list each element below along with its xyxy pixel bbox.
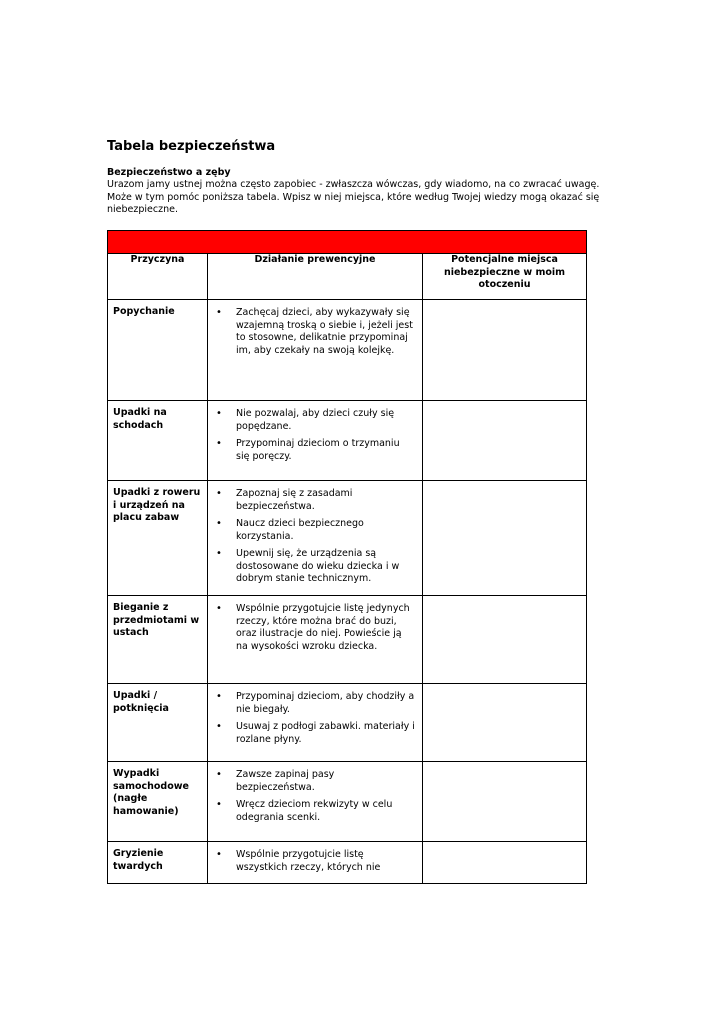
action-list-item: • Przypominaj dzieciom o trzymaniu się poręczy. <box>236 438 416 463</box>
action-cell <box>208 300 423 401</box>
action-cell <box>208 401 423 481</box>
action-list <box>208 762 422 833</box>
table-row <box>108 596 587 684</box>
header-action: Działanie prewencyjne <box>208 254 423 300</box>
cause-cell: Upadki / potknięcia <box>108 684 208 762</box>
action-list-item: • Naucz dzieci bezpiecznego korzystania. <box>236 518 416 543</box>
action-cell <box>208 481 423 596</box>
cause-cell: Wypadki samochodowe (nagłe hamowanie) <box>108 762 208 842</box>
table-header-row <box>108 254 587 300</box>
action-cell <box>208 842 423 884</box>
table-row <box>108 762 587 842</box>
cause-cell: Gryzienie twardych <box>108 842 208 884</box>
places-input-cell[interactable] <box>423 596 587 684</box>
red-bar-cell <box>108 231 587 254</box>
places-input-cell[interactable] <box>423 842 587 884</box>
action-list-item: • Usuwaj z podłogi zabawki. materiały i rozlane płyny. <box>236 721 416 746</box>
header-places: Potencjalne miejsca niebezpieczne w moim otoczeniu <box>423 254 587 300</box>
places-input-cell[interactable] <box>423 684 587 762</box>
action-list-item: • Upewnij się, że urządzenia są dostosowane do wieku dziecka i w dobrym stanie technicznym. <box>236 548 416 586</box>
action-list-item: • Przypominaj dzieciom, aby chodziły a nie biegały. <box>236 691 416 716</box>
action-list-item: • Wręcz dzieciom rekwizyty w celu odegrania scenki. <box>236 799 416 824</box>
table-row <box>108 842 587 884</box>
places-input-cell[interactable] <box>423 300 587 401</box>
action-list-item: • Zawsze zapinaj pasy bezpieczeństwa. <box>236 769 416 794</box>
table-red-header-bar <box>108 231 587 254</box>
action-cell <box>208 762 423 842</box>
cause-cell: Bieganie z przedmiotami w ustach <box>108 596 208 684</box>
safety-table <box>107 230 587 884</box>
places-input-cell[interactable] <box>423 762 587 842</box>
action-list-item: • Wspólnie przygotujcie listę jedynych rzeczy, które można brać do buzi, oraz ilustracje do niej. Powieście ją na wysokości wzroku dziecka. <box>236 603 416 653</box>
action-list-item: • Wspólnie przygotujcie listę wszystkich rzeczy, których nie <box>236 849 416 874</box>
action-list <box>208 401 422 472</box>
action-list <box>208 684 422 755</box>
action-list-item: • Nie pozwalaj, aby dzieci czuły się popędzane. <box>236 408 416 433</box>
section-subtitle: Bezpieczeństwo a zęby <box>107 167 231 178</box>
action-list <box>208 300 422 366</box>
cause-cell: Upadki z roweru i urządzeń na placu zabaw <box>108 481 208 596</box>
table-row <box>108 684 587 762</box>
table-row <box>108 401 587 481</box>
action-cell <box>208 596 423 684</box>
action-list <box>208 596 422 662</box>
places-input-cell[interactable] <box>423 401 587 481</box>
header-cause: Przyczyna <box>108 254 208 300</box>
action-list-item: • Zachęcaj dzieci, aby wykazywały się wzajemną troską o siebie i, jeżeli jest to stosowne, delikatnie przypominaj im, aby czekały na swoją kolejkę. <box>236 307 416 357</box>
table-row <box>108 481 587 596</box>
cause-cell: Upadki na schodach <box>108 401 208 481</box>
cause-cell: Popychanie <box>108 300 208 401</box>
intro-paragraph: Urazom jamy ustnej można często zapobiec - zwłaszcza wówczas, gdy wiadomo, na co zwracać uwagę. Może w tym pomóc poniższa tabela. Wpisz w niej miejsca, które według Twojej wiedzy mogą okazać się niebezpieczne. <box>107 179 600 215</box>
action-list <box>208 481 422 595</box>
table-body <box>108 300 587 884</box>
places-input-cell[interactable] <box>423 481 587 596</box>
action-list-item: • Zapoznaj się z zasadami bezpieczeństwa. <box>236 488 416 513</box>
table-row <box>108 300 587 401</box>
action-cell <box>208 684 423 762</box>
page-title: Tabela bezpieczeństwa <box>107 139 276 154</box>
action-list <box>208 842 422 883</box>
